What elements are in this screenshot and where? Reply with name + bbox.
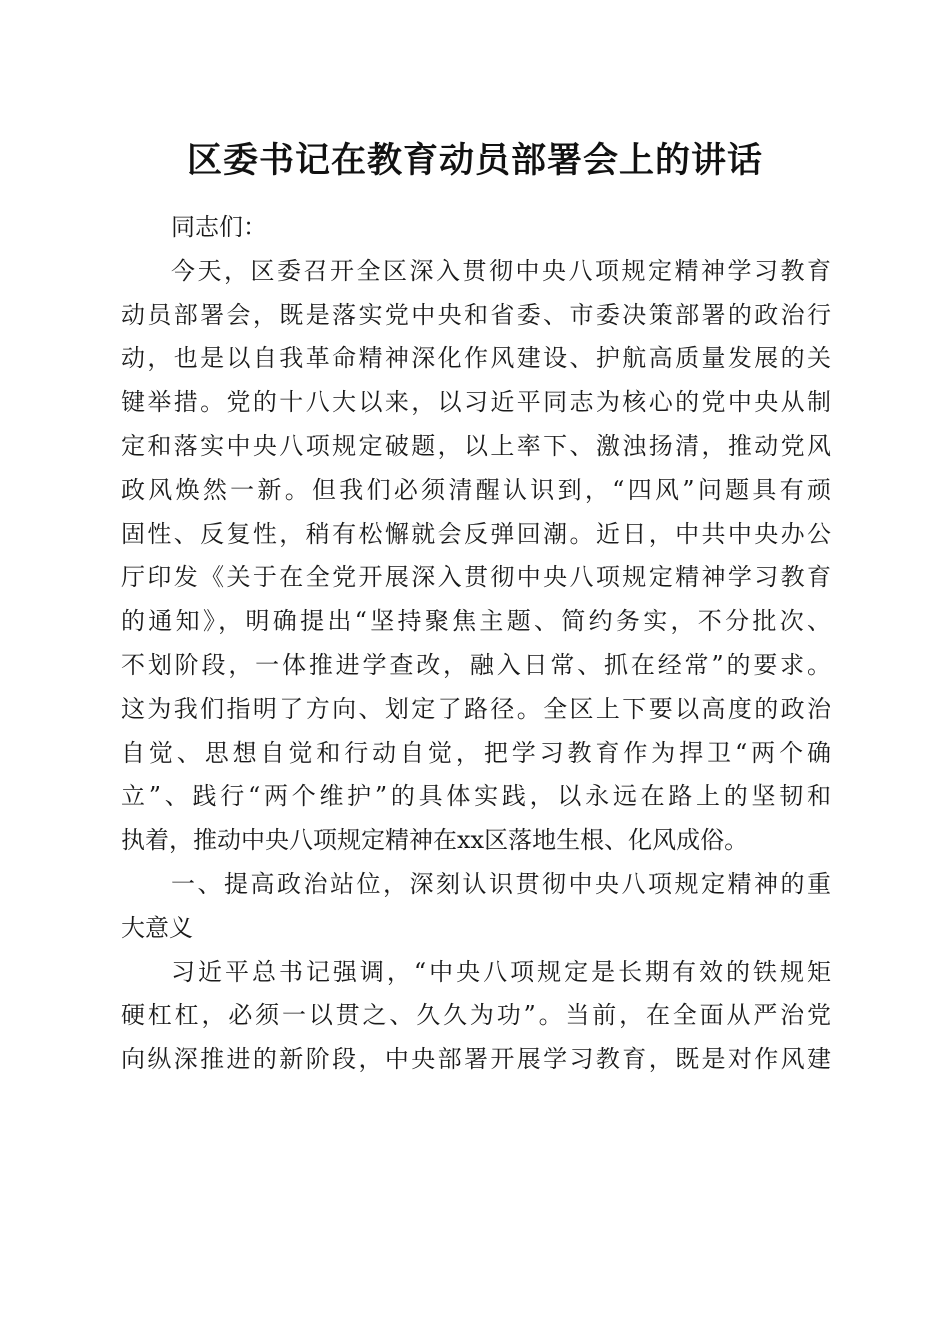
section-heading-line: 大意义 — [121, 913, 193, 942]
paragraph-line: 的通知》，明确提出“坚持聚焦主题、简约务实，不分批次、 — [121, 607, 831, 636]
body-text — [121, 206, 831, 1082]
paragraph-line: 执着，推动中央八项规定精神在xx区落地生根、化风成俗。 — [121, 826, 749, 855]
paragraph-line: 厅印发《关于在全党开展深入贯彻中央八项规定精神学习教育 — [121, 563, 831, 592]
paragraph-line: 这为我们指明了方向、划定了路径。全区上下要以高度的政治 — [121, 694, 831, 723]
paragraph-line: 动员部署会，既是落实党中央和省委、市委决策部署的政治行 — [121, 300, 831, 329]
paragraph-line: 政风焕然一新。但我们必须清醒认识到，“四风”问题具有顽 — [121, 475, 831, 504]
paragraph-line: 同志们： — [171, 213, 267, 241]
paragraph-line: 键举措。党的十八大以来，以习近平同志为核心的党中央从制 — [121, 388, 831, 417]
section-heading-line: 一、提高政治站位，深刻认识贯彻中央八项规定精神的重 — [171, 869, 831, 898]
paragraph-line: 硬杠杠，必须一以贯之、久久为功”。当前，在全面从严治党 — [121, 1001, 831, 1030]
page-title: 区委书记在教育动员部署会上的讲话 — [186, 140, 763, 181]
paragraph-line: 动，也是以自我革命精神深化作风建设、护航高质量发展的关 — [121, 344, 831, 373]
paragraph-line: 习近平总书记强调，“中央八项规定是长期有效的铁规矩 — [171, 957, 831, 986]
paragraph-line: 定和落实中央八项规定破题，以上率下、激浊扬清，推动党风 — [121, 431, 831, 460]
paragraph-line: 自觉、思想自觉和行动自觉，把学习教育作为捍卫“两个确 — [121, 738, 831, 767]
paragraph-line: 不划阶段，一体推进学查改，融入日常、抓在经常”的要求。 — [121, 650, 831, 679]
paragraph-line: 固性、反复性，稍有松懈就会反弹回潮。近日，中共中央办公 — [121, 519, 831, 548]
paragraph-line: 向纵深推进的新阶段，中央部署开展学习教育，既是对作风建 — [121, 1045, 831, 1074]
paragraph-line: 立”、践行“两个维护”的具体实践，以永远在路上的坚韧和 — [121, 782, 831, 811]
paragraph-line: 今天，区委召开全区深入贯彻中央八项规定精神学习教育 — [171, 256, 831, 285]
